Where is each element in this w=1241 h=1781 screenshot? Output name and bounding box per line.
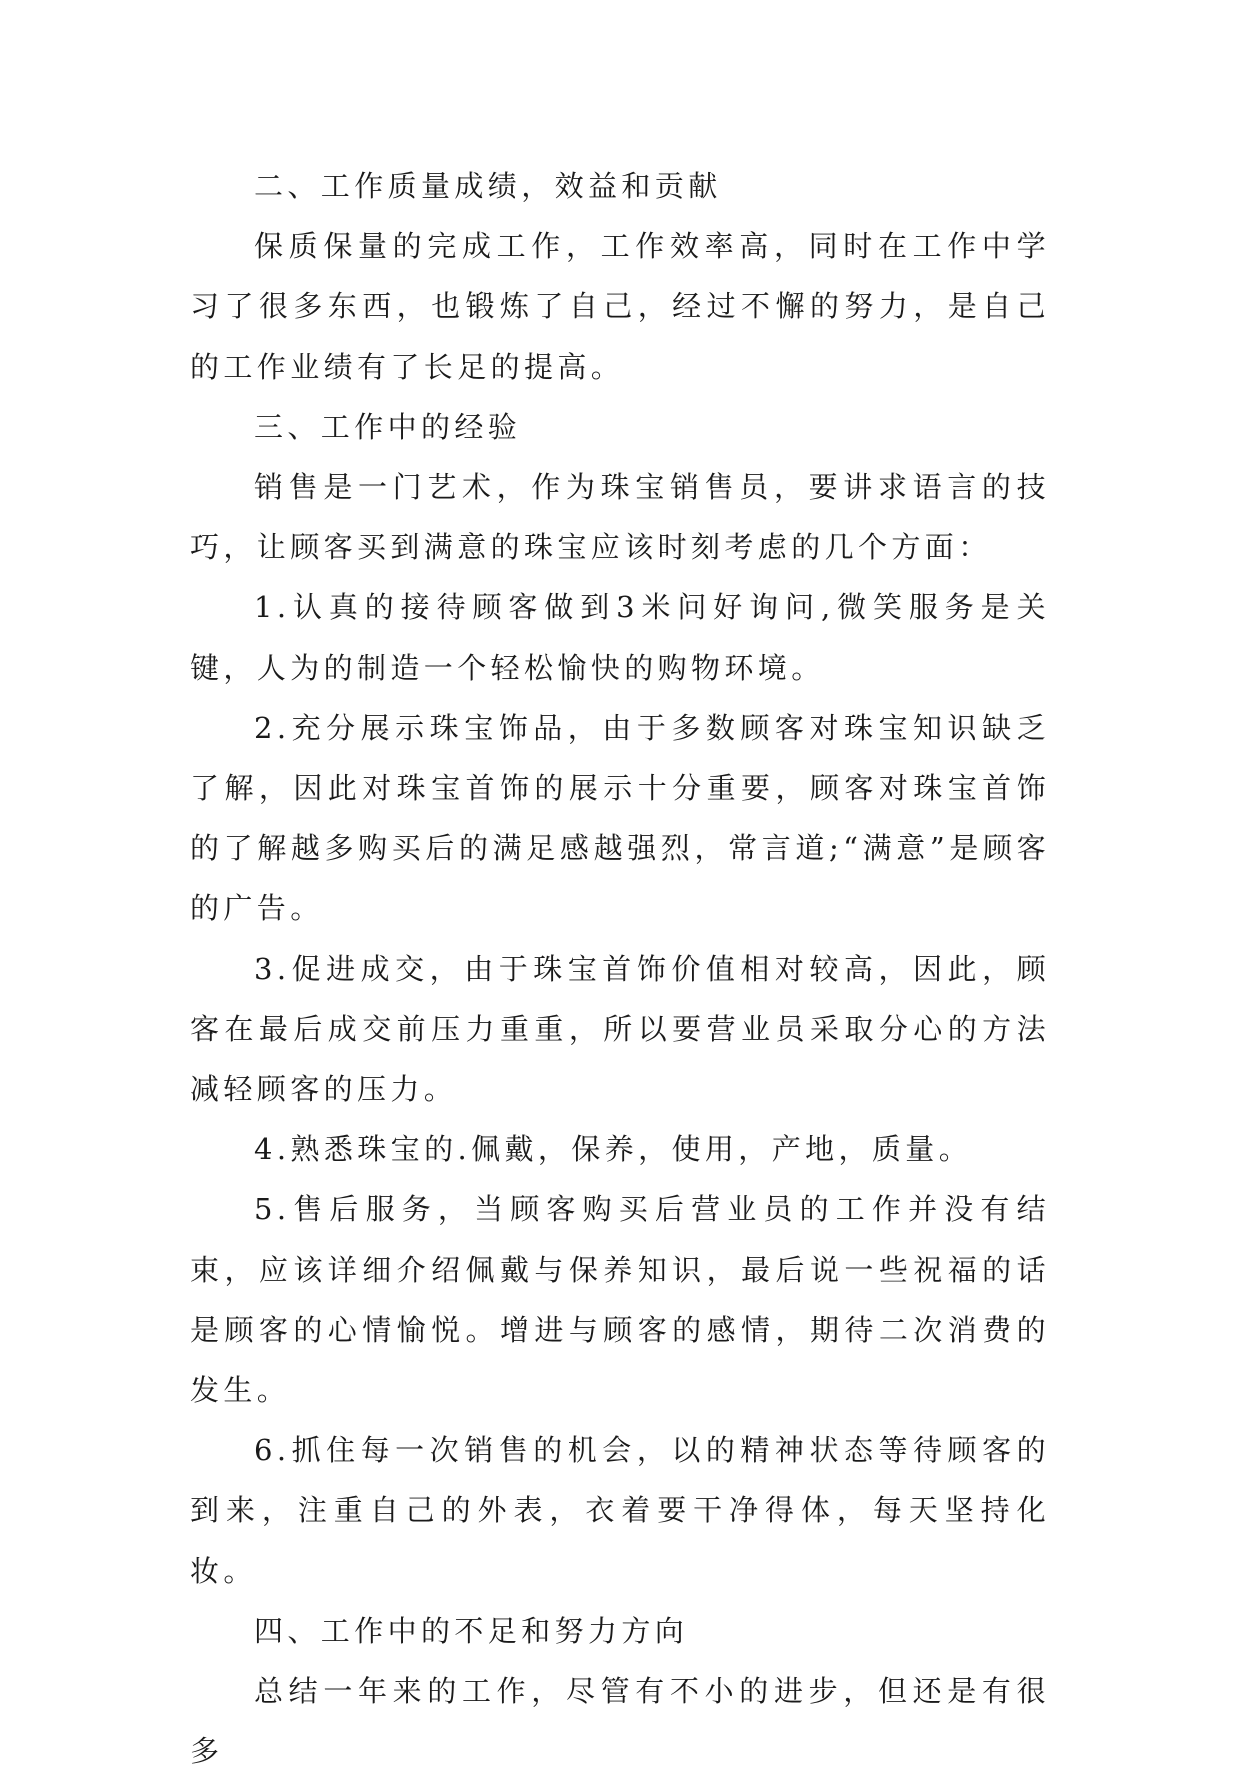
paragraph-sales-intro: 销售是一门艺术，作为珠宝销售员，要讲求语言的技巧，让顾客买到满意的珠宝应该时刻考虑的几个方面： [190, 470, 1050, 565]
list-item-6: 6.抓住每一次销售的机会，以的精神状态等待顾客的到来，注重自己的外表，衣着要干净得体，每天坚持化妆。 [190, 1433, 1050, 1588]
list-item-1: 1.认真的接待顾客做到3米问好询问,微笑服务是关键，人为的制造一个轻松愉快的购物环境。 [190, 590, 1050, 685]
document-body [190, 156, 1050, 1781]
list-item-4: 4.熟悉珠宝的.佩戴，保养，使用，产地，质量。 [254, 1132, 973, 1167]
section-heading-shortcomings: 四、工作中的不足和努力方向 [254, 1613, 689, 1648]
paragraph-quality-summary: 保质保量的完成工作，工作效率高，同时在工作中学习了很多东西，也锻炼了自己，经过不懈的努力，是自己的工作业绩有了长足的提高。 [190, 229, 1050, 384]
list-item-2: 2.充分展示珠宝饰品，由于多数顾客对珠宝知识缺乏了解，因此对珠宝首饰的展示十分重要，顾客对珠宝首饰的了解越多购买后的满足感越强烈，常言道;“满意”是顾客的广告。 [190, 710, 1050, 926]
paragraph-year-summary: 总结一年来的工作，尽管有不小的进步，但还是有很多 [190, 1674, 1050, 1769]
list-item-5: 5.售后服务，当顾客购买后营业员的工作并没有结束，应该详细介绍佩戴与保养知识，最后说一些祝福的话是顾客的心情愉悦。增进与顾客的感情，期待二次消费的发生。 [190, 1192, 1050, 1408]
section-heading-experience: 三、工作中的经验 [254, 409, 522, 444]
list-item-3: 3.促进成交，由于珠宝首饰价值相对较高，因此，顾客在最后成交前压力重重，所以要营业员采取分心的方法减轻顾客的压力。 [190, 951, 1050, 1107]
section-heading-quality: 二、工作质量成绩，效益和贡献 [254, 169, 722, 203]
